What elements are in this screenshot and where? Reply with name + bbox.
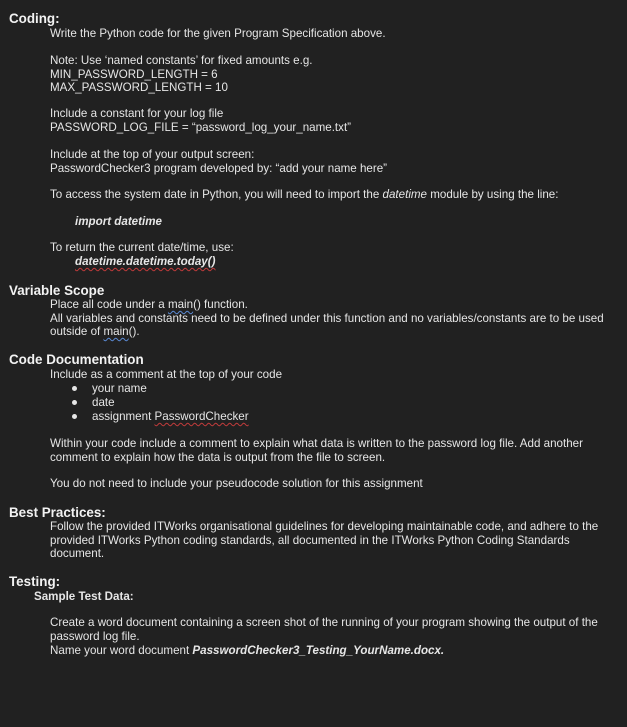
output-screen-header: Include at the top of your output screen: PasswordChecker3 program developed by: “add your name here” (50, 148, 388, 175)
coding-heading: Coding: (9, 11, 60, 26)
best-practices-text: Follow the provided ITWorks organisational guidelines for developing maintainable code, and adhere to the provided ITWorks Python coding standards, all documented in the ITWorks Python Coding Standards document. (50, 520, 599, 561)
log-file-constant: Include a constant for your log file PASSWORD_LOG_FILE = “password_log_your_name.txt” (50, 107, 352, 134)
code-documentation-heading: Code Documentation (9, 352, 144, 367)
datetime-access-text: To access the system date in Python, you will need to import the datetime module by using the line: (50, 188, 559, 201)
sample-test-data-heading: Sample Test Data: (34, 590, 134, 603)
best-practices-heading: Best Practices: (9, 505, 106, 520)
datetime-today-code: datetime.datetime.today() (75, 255, 216, 268)
variable-scope-text: Place all code under a main() function. All variables and constants need to be defined under this function and no variables/constants are to be used outside of main(). (50, 298, 604, 339)
log-comment-instructions: Within your code include a comment to explain what data is written to the password log file. Add another comment to explain how the data is output from the file to screen. (50, 437, 583, 464)
coding-intro: Write the Python code for the given Program Specification above. (50, 27, 386, 40)
named-constants-note: Note: Use ‘named constants’ for fixed amounts e.g. MIN_PASSWORD_LENGTH = 6 MAX_PASSWORD_LENGTH = 10 (50, 54, 313, 95)
return-datetime-text: To return the current date/time, use: (50, 241, 234, 254)
pseudocode-note: You do not need to include your pseudocode solution for this assignment (50, 477, 423, 490)
variable-scope-heading: Variable Scope (9, 283, 105, 298)
document-name-instruction: Name your word document PasswordChecker3_Testing_YourName.docx. (50, 644, 445, 657)
testing-instructions: Create a word document containing a screen shot of the running of your program showing the output of the password log file. (50, 616, 598, 643)
code-documentation-intro: Include as a comment at the top of your code (50, 368, 283, 381)
bullet-icon (72, 414, 77, 419)
bullet-icon (72, 400, 77, 405)
bullet-icon (72, 386, 77, 391)
import-datetime-code: import datetime (75, 215, 162, 228)
testing-heading: Testing: (9, 574, 61, 589)
